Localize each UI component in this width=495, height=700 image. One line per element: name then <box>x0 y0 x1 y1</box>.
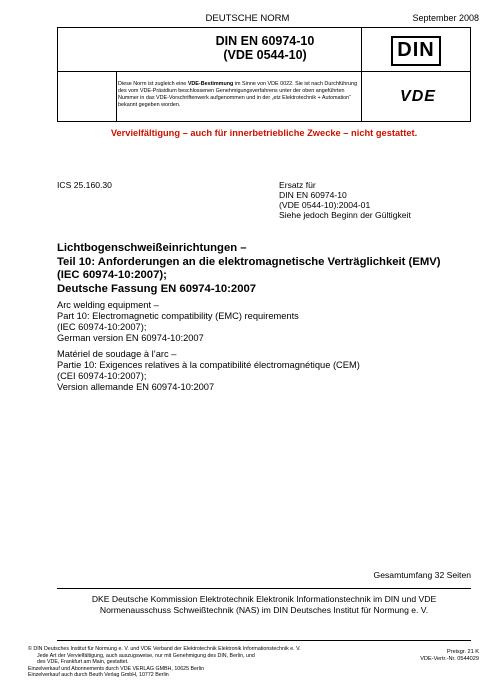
french-title <box>57 349 471 393</box>
din-logo-text: DIN <box>397 39 435 61</box>
vde-classification: (VDE 0544-10) <box>223 48 307 62</box>
title-line: Version allemande EN 60974-10:2007 <box>57 382 215 392</box>
responsible-committees <box>57 594 471 615</box>
title-line: (CEI 60974-10:2007); <box>57 371 147 381</box>
divider <box>57 27 471 28</box>
vde-sales-number: VDE-Vertr.-Nr. 0544029 <box>420 655 479 662</box>
divider <box>57 71 471 72</box>
title-line: Deutsche Fassung EN 60974-10:2007 <box>57 282 257 295</box>
title-line: Arc welding equipment – <box>57 300 159 310</box>
title-line: Part 10: Electromagnetic compatibility (EMC) requirements <box>57 311 299 321</box>
sales-line: Einzelverkauf auch durch Beuth Verlag GmbH, 10772 Berlin <box>28 672 169 679</box>
copyright-line: des VDE, Frankfurt am Main, gestattet. <box>37 659 129 666</box>
title-line: German version EN 60974-10:2007 <box>57 333 204 343</box>
divider <box>57 588 471 589</box>
replacement-line: Ersatz für <box>279 180 316 190</box>
price-group: Preisgr. 21 K <box>446 649 479 655</box>
title-line: Matériel de soudage à l’arc – <box>57 349 177 359</box>
english-title <box>57 300 471 344</box>
title-line: Lichtbogenschweißeinrichtungen – <box>57 242 247 254</box>
vde-note-bold: VDE-Bestimmung <box>187 81 234 87</box>
replacement-line: Siehe jedoch Beginn der Gültigkeit <box>279 210 411 220</box>
sales-line: Einzelverkauf und Abonnements durch VDE VERLAG GMBH, 10625 Berlin <box>28 665 205 672</box>
divider <box>57 640 471 641</box>
title-line: Teil 10: Anforderungen an die elektromagnetische Verträglichkeit (EMV) <box>57 255 441 268</box>
german-title <box>57 242 471 296</box>
vde-note-prefix: Diese Norm ist zugleich eine <box>118 81 188 87</box>
divider <box>57 27 58 122</box>
copyright-footer <box>28 646 358 679</box>
document-number: DIN EN 60974-10 <box>215 34 315 48</box>
vde-note <box>118 81 358 109</box>
din-logo <box>391 36 441 66</box>
total-pages: Gesamtumfang 32 Seiten <box>373 570 471 580</box>
title-line: (IEC 60974-10:2007); <box>57 269 167 281</box>
vde-logo: VDE <box>400 88 436 105</box>
copyright-line: © DIN Deutsches Institut für Normung e. V. und VDE Verband der Elektrotechnik Elektronik Informationstechnik e. V. <box>28 646 301 652</box>
committee-line: Normenausschuss Schweißtechnik (NAS) im DIN Deutsches Institut für Normung e. V. <box>99 604 429 615</box>
publication-date: September 2008 <box>412 13 479 23</box>
divider <box>361 27 362 122</box>
document-number-block <box>190 34 340 62</box>
vde-note-suffix: im Sinne von VDE 0022. Sie ist nach Durchführung des vom VDE-Präsidium beschlossenen Genehmigungsverfahrens unter der oben angeführten Nummer in das VDE-Vorschriftenwerk aufgenommen und in der „etz Elektrotechnik + Automation“ bekannt gegeben worden. <box>118 81 358 108</box>
divider <box>57 121 471 122</box>
copyright-line: Jede Art der Vervielfältigung, auch auszugsweise, nur mit Genehmigung des DIN, Berlin, und <box>37 652 255 659</box>
divider <box>116 71 117 121</box>
committee-line: DKE Deutsche Kommission Elektrotechnik Elektronik Informationstechnik im DIN und VDE <box>91 594 437 604</box>
price-info <box>420 649 479 663</box>
ics-code: ICS 25.160.30 <box>57 180 112 190</box>
title-line: Partie 10: Exigences relatives à la compatibilité électromagnétique (CEM) <box>57 360 360 370</box>
title-line: (IEC 60974-10:2007); <box>57 322 147 332</box>
standard-type-label: DEUTSCHE NORM <box>205 13 290 24</box>
replacement-line: DIN EN 60974-10 <box>279 190 347 200</box>
replacement-info <box>279 180 411 220</box>
reproduction-warning: Vervielfältigung – auch für innerbetriebliche Zwecke – nicht gestattet. <box>110 128 418 138</box>
divider <box>470 27 471 122</box>
replacement-line: (VDE 0544-10):2004-01 <box>279 200 371 210</box>
